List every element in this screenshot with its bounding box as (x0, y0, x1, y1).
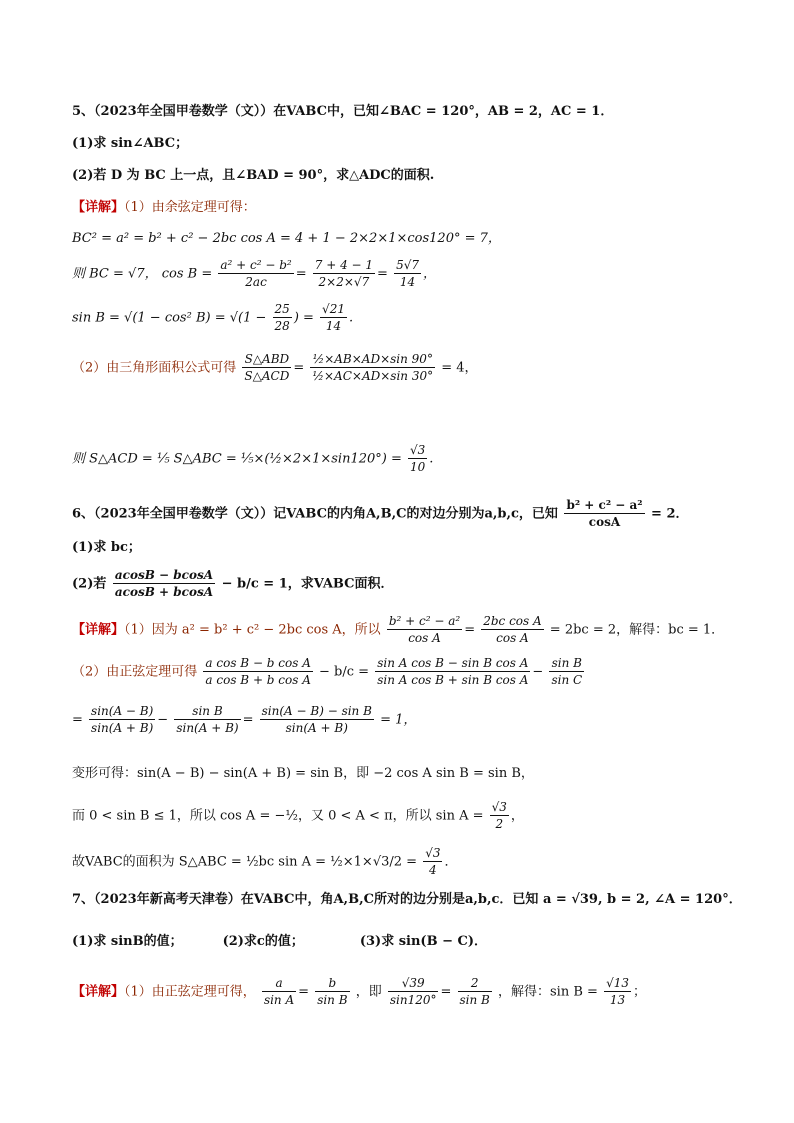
problem-5-eq-2: 则 BC = √7， cos B = $\frac{\text{a² + c² − b²}}{2ac}$ = $\frac{7 + 4 - 1}{2\times 2\times√7}$ = $\frac{5√7}{14}$ ， (72, 258, 436, 290)
problem-5-question-1: (1)求 sin∠ABC； (72, 136, 189, 151)
fraction: $\frac{√39}{\sin 120^\circ}$ (389, 976, 437, 1008)
fraction: $\frac{√3}{2}$ (491, 800, 507, 832)
problem-5-solution-head: 【详解】（1）由余弦定理可得： (72, 200, 256, 215)
problem-7-questions: (1)求 sinB的值； (2)求c的值； (3)求 sin(B − C)． (72, 934, 488, 949)
fraction: $\frac{acosB - bcosA}{acosB + bcosA}$ (114, 568, 214, 600)
fraction: $\frac{\text{½×AB×AD×sin 90°}}{\text{½×AC×AD×sin 30°}}$ (312, 352, 434, 384)
fraction: $\frac{\sin(A - B)}{\sin(A + B)}$ (91, 704, 154, 736)
fraction: $\frac{\text{sin B}}{\text{sin C}}$ (551, 656, 583, 688)
fraction: $\frac{√21}{14}$ (322, 302, 345, 334)
problem-6-question-2: (2)若 $\frac{acosB - bcosA}{acosB + bcosA}$ − b/c = 1，求VABC面积． (72, 568, 394, 600)
problem-6-eq-4: 变形可得：sin(A − B) − sin(A + B) = sin B，即 −2 cos A sin B = sin B， (72, 766, 534, 781)
problem-6-solution-2: （2）由正弦定理可得 $\frac{\text{a cos B − b cos A}}{\text{a cos B + b cos A}}$ − b/c = $\frac{\text{sin A cos B − sin B cos A}}{\text{sin A cos B + sin B cos A}}$ − $\frac{\text{sin B}}{\text{sin C}}$ (72, 656, 583, 688)
fraction: $\frac{b}{\text{sin B}}$ (317, 976, 348, 1008)
problem-5-title: 5、（2023年全国甲卷数学（文））在VABC中，已知∠BAC = 120°，AB = 2，AC = 1． (72, 104, 614, 119)
fraction: $\frac{\text{2bc cos A}}{\text{cos A}}$ (483, 614, 542, 646)
fraction: $\frac{\text{sin(A − B) − sin B}}{\sin(A + B)}$ (261, 704, 372, 736)
problem-5-eq-4: 则 S△ACD = ⅕ S△ABC = ⅕×(½×2×1×sin120°) = $\frac{√3}{10}$ . (72, 443, 434, 475)
fraction: $\frac{\text{S△ABD}}{\text{S△ACD}}$ (244, 352, 290, 384)
fraction: $\frac{√3}{10}$ (410, 443, 426, 475)
fraction: $\frac{\text{sin B}}{\sin(A + B)}$ (176, 704, 239, 736)
detail-tag: 【详解】 (72, 200, 125, 215)
fraction: $\frac{a}{\text{sin A}}$ (263, 976, 295, 1008)
problem-6-solution-1: 【详解】（1）因为 a² = b² + c² − 2bc cos A，所以 $\frac{\text{b² + c² − a²}}{\text{cos A}}$ = $\frac{\text{2bc cos A}}{\text{cos A}}$ = 2bc = 2，解得：bc = 1． (72, 614, 725, 646)
problem-7-solution-1: 【详解】（1）由正弦定理可得， $\frac{a}{\text{sin A}}$ = $\frac{b}{\text{sin B}}$ ，即 $\frac{√39}{\sin 120^\circ}$ = $\frac{2}{\text{sin B}}$ ，解得：sin B = $\frac{√13}{13}$ ； (72, 976, 647, 1008)
fraction: $\frac{\text{b² + c² − a²}}{\cos A}$ (566, 498, 643, 530)
fraction: $\frac{\text{a² + c² − b²}}{2ac}$ (220, 258, 292, 290)
fraction: $\frac{2}{\text{sin B}}$ (459, 976, 490, 1008)
fraction: $\frac{5√7}{14}$ (396, 258, 419, 290)
detail-tag: 【详解】 (72, 984, 125, 1000)
fraction: $\frac{\text{b² + c² − a²}}{\text{cos A}}$ (388, 614, 461, 646)
problem-6-eq-3: = $\frac{\sin(A - B)}{\sin(A + B)}$ − $\frac{\text{sin B}}{\sin(A + B)}$ = $\frac{\text{sin(A − B) − sin B}}{\sin(A + B)}$ = 1， (72, 704, 417, 736)
fraction: $\frac{\text{a cos B − b cos A}}{\text{a cos B + b cos A}}$ (205, 656, 311, 688)
problem-6-eq-5: 而 0 < sin B ≤ 1，所以 cos A = −½，又 0 < A < π，所以 sin A = $\frac{√3}{2}$ ， (72, 800, 524, 832)
problem-6-question-1: (1)求 bc； (72, 540, 141, 555)
fraction: $\frac{\text{sin A cos B − sin B cos A}}{\text{sin A cos B + sin B cos A}}$ (377, 656, 529, 688)
fraction: $\frac{√13}{13}$ (606, 976, 629, 1008)
problem-7-title: 7、（2023年新高考天津卷）在VABC中，角A,B,C所对的边分别是a,b,c．已知 a = √39, b = 2, ∠A = 120°． (72, 892, 742, 907)
fraction: $\frac{7 + 4 - 1}{2\times 2\times√7}$ (314, 258, 374, 290)
problem-6-eq-6: 故VABC的面积为 S△ABC = ½bc sin A = ½×1×√3/2 = $\frac{√3}{4}$ ． (72, 846, 458, 878)
problem-5-eq-1: BC² = a² = b² + c² − 2bc cos A = 4 + 1 − 2×2×1×cos120° = 7， (72, 231, 501, 246)
problem-5-part-2: （2）由三角形面积公式可得 $\frac{\text{S△ABD}}{\text{S△ACD}}$ = $\frac{\text{½×AB×AD×sin 90°}}{\text{½×AC×AD×sin 30°}}$ = 4， (72, 352, 478, 384)
fraction: $\frac{25}{28}$ (274, 302, 290, 334)
fraction: $\frac{√3}{4}$ (425, 846, 441, 878)
problem-6-title: 6、（2023年全国甲卷数学（文））记VABC的内角A,B,C的对边分别为a,b,c，已知 $\frac{\text{b² + c² − a²}}{\cos A}$ = 2． (72, 498, 689, 530)
problem-5-eq-3: sin B = √(1 − cos² B) = √(1 − $\frac{25}{28}$ ) = $\frac{√21}{14}$ . (72, 302, 354, 334)
problem-5-question-2: (2)若 D 为 BC 上一点，且∠BAD = 90°，求△ADC的面积. (72, 168, 435, 183)
detail-tag: 【详解】 (72, 622, 125, 638)
